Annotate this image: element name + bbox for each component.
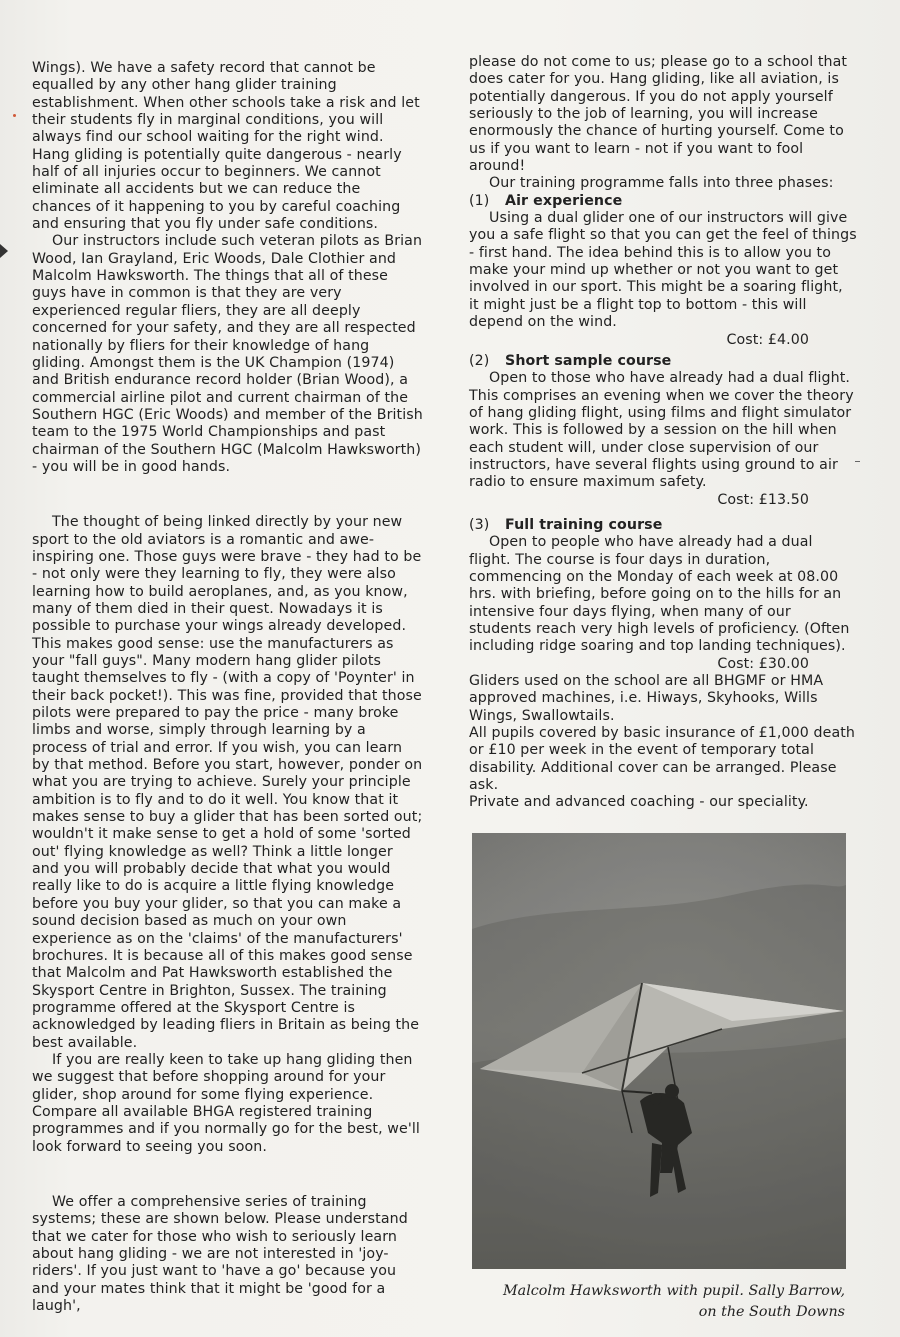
phase-cost: Cost: £30.00 bbox=[717, 655, 809, 672]
coaching-note: Private and advanced coaching - our speciality. bbox=[469, 794, 809, 811]
paragraph: Wings). We have a safety record that cannot be equalled by any other hang glider training establishment. When other schools take a risk and let their students fly in marginal conditions, you will always find our school waiting for the right wind. Hang gliding is potentially quite dangerous - nearly half of all injuries occur to beginners. We cannot eliminate all accidents but we can reduce the chances of it happening to you by careful coaching and ensuring that you fly under safe conditions. bbox=[32, 60, 420, 233]
caption-line: Malcolm Hawksworth with pupil. Sally Barrow, bbox=[503, 1283, 845, 1299]
caption-line: on the South Downs bbox=[698, 1304, 845, 1320]
phase-3 bbox=[469, 517, 857, 673]
right-column bbox=[469, 54, 857, 812]
phase-cost: Cost: £13.50 bbox=[717, 491, 809, 508]
left-column bbox=[32, 60, 424, 1315]
phase-text: Open to those who have already had a dual flight. This comprises an evening when we cover the theory of hang gliding flight, using films and flight simulator work. This is followed by a session on the hill when each student will, under close supervision of our instructors, have several flights using ground to air radio to ensure maximum safety. bbox=[469, 370, 854, 491]
paragraph: If you are really keen to take up hang gliding then we suggest that before shopping around for your glider, shop around for some flying experience. Compare all available BHGA registered training programmes and if you normally go for the best, we'll look forward to seeing you soon. bbox=[32, 1051, 420, 1155]
paragraph: please do not come to us; please go to a school that does cater for you. Hang gliding, like all aviation, is potentially dangerous. If you do not apply yourself seriously to the job of learning, you will increase enormously the chance of hurting yourself. Come to us if you want to learn - not if you want to fool around! bbox=[469, 54, 848, 175]
phase-number: (3) bbox=[469, 516, 490, 533]
phase-number: (2) bbox=[469, 352, 490, 369]
phase-2 bbox=[469, 353, 857, 509]
paragraph: Our instructors include such veteran pilots as Brian Wood, Ian Grayland, Eric Woods, Dale Clothier and Malcolm Hawksworth. The things that all of these guys have in common is that they are very experienced regular fliers, they are all deeply concerned for your safety, and they are all respected nationally by fliers for their knowledge of hang gliding. Amongst them is the UK Champion (1974) and British endurance record holder (Brian Wood), a commercial airline pilot and current chairman of the Southern HGC (Eric Woods) and member of the British team to the 1975 World Championships and past chairman of the Southern HGC (Malcolm Hawksworth) - you will be in good hands. bbox=[32, 233, 423, 475]
paper-mark bbox=[13, 114, 16, 117]
phase-1 bbox=[469, 193, 857, 349]
phase-title: Air experience bbox=[505, 192, 623, 209]
paragraph: We offer a comprehensive series of training systems; these are shown below. Please understand that we cater for those who wish to seriously learn about hang gliding - we are not interested in 'joy-riders'. If you just want to 'have a go' because you and your mates think that it might be 'good for a laugh', bbox=[32, 1193, 408, 1315]
phase-text: Open to people who have already had a dual flight. The course is four days in duration, commencing on the Monday of each week at 08.00 hrs. with briefing, before going on to the hills for an intensive four days flying, when many of our students reach very high levels of proficiency. (Often including ridge soaring and top landing techniques). bbox=[469, 534, 850, 655]
insurance-note: All pupils covered by basic insurance of £1,000 death or £10 per week in the event of temporary total disability. Additional cover can be arranged. Please ask. bbox=[469, 725, 856, 794]
hang-glider-photo bbox=[472, 833, 846, 1269]
phase-cost: Cost: £4.00 bbox=[726, 331, 809, 348]
phase-title: Short sample course bbox=[505, 352, 672, 369]
gliders-note: Gliders used on the school are all BHGMF or HMA approved machines, i.e. Hiways, Skyhooks, Wills Wings, Swallowtails. bbox=[469, 673, 824, 724]
phase-number: (1) bbox=[469, 192, 490, 209]
paper-mark bbox=[0, 244, 8, 258]
phase-title: Full training course bbox=[505, 516, 663, 533]
phase-text: Using a dual glider one of our instructors will give you a safe flight so that you can get the feel of things - first hand. The idea behind this is to allow you to make your mind up whether or not you want to get involved in our sport. This might be a soaring flight, it might just be a flight top to bottom - this will depend on the wind. bbox=[469, 210, 857, 331]
paragraph: The thought of being linked directly by your new sport to the old aviators is a romantic and awe-inspiring one. Those guys were brave - they had to be - not only were they learning to fly, they were also learning how to build aeroplanes, and, as you know, many of them died in their quest. Nowadays it is possible to purchase your wings already developed. This makes good sense: use the manufacturers as your "fall guys". Many modern hang glider pilots taught themselves to fly - (with a copy of 'Poynter' in their back pocket!). This was fine, provided that those pilots were prepared to pay the price - many broke limbs and worse, simply through learning by a process of trial and error. If you wish, you can learn by that method. Before you start, however, ponder on what you are trying to achieve. Surely your principle ambition is to fly and to do it well. You know that it makes sense to buy a glider that has been sorted out; wouldn't it make sense to get a hold of some 'sorted out' flying knowledge as well? Think a little longer and you will probably decide that what you would really like to do is acquire a little flying knowledge before you buy your glider, so that you can make a sound decision based as much on your own experience as on the 'claims' of the manufacturers' brochures. It is because all of this makes good sense that Malcolm and Pat Hawksworth established the Skysport Centre in Brighton, Sussex. The training programme offered at the Skysport Centre is acknowledged by leading fliers in Britain as being the best available. bbox=[32, 514, 423, 1051]
photo-caption bbox=[440, 1281, 845, 1323]
training-intro: Our training programme falls into three phases: bbox=[489, 175, 834, 192]
